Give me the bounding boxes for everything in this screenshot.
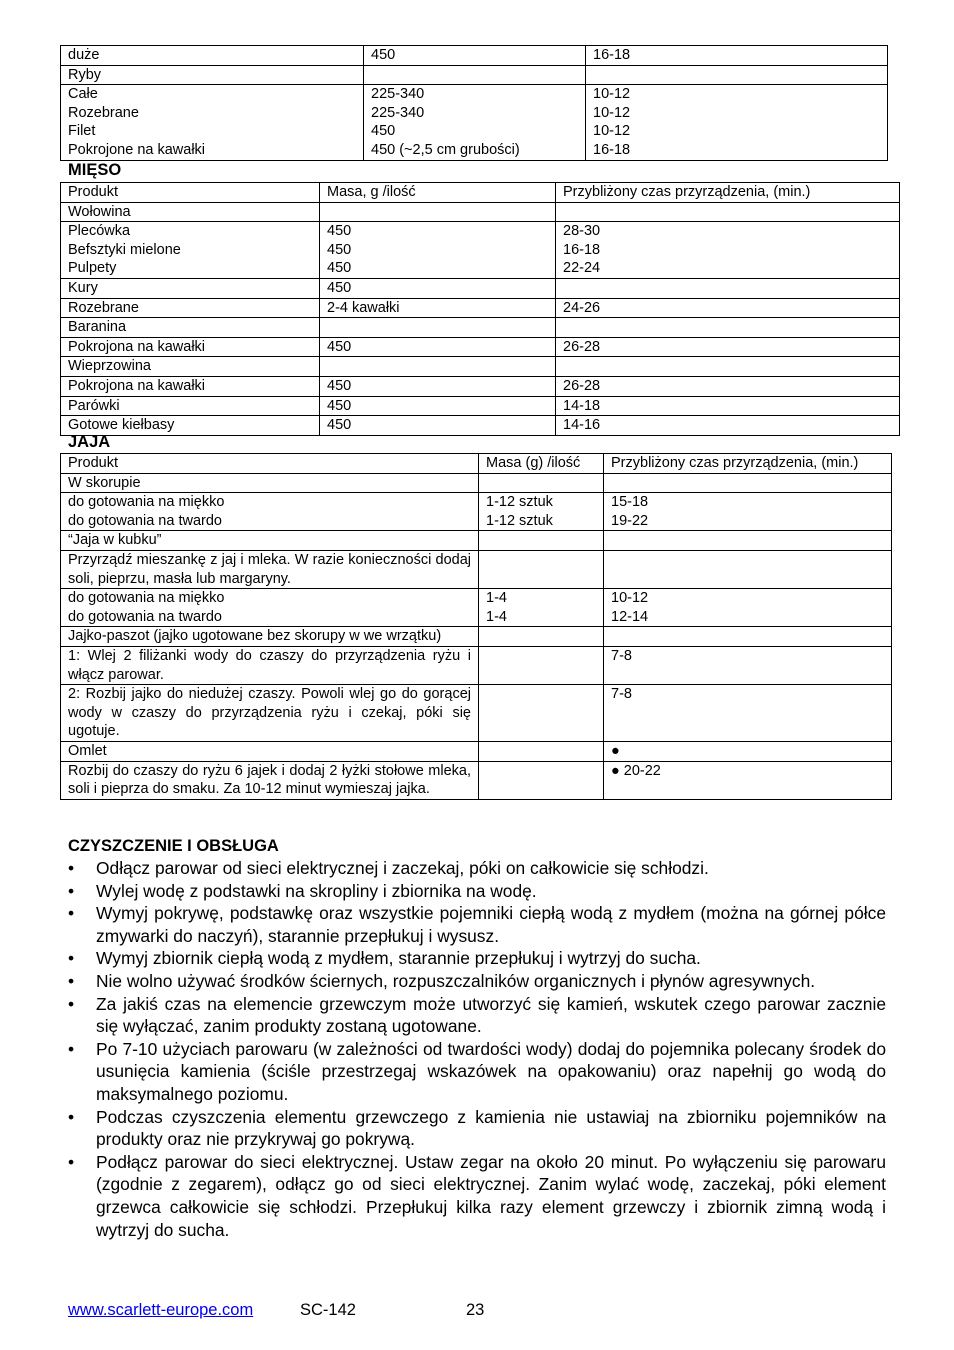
meat-cell-line (563, 279, 892, 298)
cleaning-item (66, 1038, 886, 1106)
meat-row (61, 396, 900, 416)
eggs-cell-time (604, 589, 892, 627)
meat-row (61, 318, 900, 338)
cleaning-item-text: Wymyj pokrywę, podstawkę oraz wszystkie pojemniki ciepłą wodą z mydłem (można na górnej półce zmywarki do naczyń), starannie przepłukuj i wysusz. (96, 903, 886, 946)
cleaning-item-text: Po 7-10 użyciach parowaru (w zależności od twardości wody) dodaj do pojemnika polecany środek do usunięcia kamienia (ściśle przestrzegaj wskazówek na opakowaniu) oraz napełnij go wodą do maksymalnego poziomu. (96, 1038, 886, 1104)
meat-header-time: Przybliżony czas przyrządzenia, (min.) (556, 183, 900, 203)
meat-cell-time (556, 318, 900, 338)
cleaning-item-text: Wylej wodę z podstawki na skropliny i zbiornika na wodę. (96, 880, 537, 901)
fish-table (60, 45, 888, 161)
meat-cell-line (563, 203, 892, 222)
eggs-cell-mass (479, 589, 604, 627)
eggs-cell-line: ● 20-22 (611, 762, 661, 779)
meat-cell-line: Pulpety (68, 260, 117, 277)
eggs-row (61, 761, 892, 799)
eggs-cell-line: do gotowania na twardo (68, 608, 222, 625)
meat-row (61, 376, 900, 396)
meat-cell-mass (320, 222, 556, 279)
meat-heading: MIĘSO (68, 161, 122, 179)
cleaning-item (66, 857, 886, 880)
eggs-cell-line: Przyrządź mieszankę z jaj i mleka. W razie konieczności dodaj soli, pieprzu, masła lub margaryny. (68, 551, 471, 587)
eggs-row (61, 627, 892, 647)
meat-cell-line: Pokrojona na kawałki (68, 338, 206, 355)
meat-cell-time (556, 416, 900, 436)
meat-row (61, 357, 900, 377)
eggs-cell-line: 2: Rozbij jajko do niedużej czaszy. Powoli wlej go do gorącej wody w czaszy do przyrządzenia ryżu i czekaj, póki się ugotuje. (68, 686, 471, 740)
eggs-row (61, 685, 892, 742)
meat-table (60, 182, 900, 436)
meat-header-mass: Masa, g /ilość (320, 183, 556, 203)
fish-cell-line: 10-12 (593, 104, 631, 121)
eggs-cell-product (61, 589, 479, 627)
cleaning-item (66, 970, 886, 993)
meat-cell-line: 16-18 (563, 241, 601, 258)
eggs-cell-time (604, 531, 892, 551)
meat-cell-line (563, 357, 892, 376)
bullet-icon: • (68, 948, 75, 969)
fish-cell-product (61, 46, 364, 66)
cleaning-item-text: Nie wolno używać środków ściernych, rozpuszczalników organicznych i płynów agresywnych. (96, 970, 816, 991)
website-link[interactable]: www.scarlett-europe.com (68, 1301, 254, 1319)
bullet-icon: • (68, 903, 75, 924)
eggs-row (61, 493, 892, 531)
meat-cell-line: 450 (327, 397, 352, 414)
meat-cell-mass (320, 357, 556, 377)
meat-cell-time (556, 376, 900, 396)
eggs-cell-line (611, 531, 884, 550)
meat-cell-mass (320, 278, 556, 298)
meat-cell-time (556, 278, 900, 298)
meat-row (61, 202, 900, 222)
cleaning-item (66, 1151, 886, 1241)
cleaning-heading: CZYSZCZENIE I OBSŁUGA (68, 837, 279, 855)
meat-row (61, 337, 900, 357)
eggs-cell-mass (479, 550, 604, 588)
meat-cell-product (61, 222, 320, 279)
fish-cell-time (586, 65, 888, 85)
eggs-cell-line (486, 762, 596, 781)
eggs-cell-line: 1: Wlej 2 filiżanki wody do czaszy do przyrządzenia ryżu i włącz parowar. (68, 647, 471, 683)
eggs-cell-mass (479, 473, 604, 493)
fish-row (61, 85, 888, 160)
meat-cell-product (61, 357, 320, 377)
meat-header-row (61, 183, 900, 203)
meat-cell-product (61, 396, 320, 416)
eggs-cell-line: Rozbij do czaszy do ryżu 6 jajek i dodaj 2 łyżki stołowe mleka, soli i pieprza do smaku. Za 10-12 minut wymieszaj jajka. (68, 762, 471, 798)
eggs-cell-line (611, 627, 884, 646)
meat-cell-line: 450 (327, 417, 352, 434)
page-number: 23 (466, 1301, 485, 1319)
eggs-cell-mass (479, 741, 604, 761)
meat-cell-product (61, 278, 320, 298)
eggs-cell-product (61, 473, 479, 493)
fish-cell-mass (364, 46, 586, 66)
meat-cell-line: Baranina (68, 319, 127, 336)
fish-cell-line: Filet (68, 123, 96, 140)
meat-header-product: Produkt (61, 183, 320, 203)
meat-cell-time (556, 202, 900, 222)
fish-cell-line: 10-12 (593, 86, 631, 103)
eggs-cell-time (604, 685, 892, 742)
meat-cell-line: 450 (327, 241, 352, 258)
fish-row (61, 65, 888, 85)
meat-cell-line: Wołowina (68, 203, 131, 220)
eggs-header-time: Przybliżony czas przyrządzenia, (min.) (604, 454, 892, 474)
eggs-header-product: Produkt (61, 454, 479, 474)
eggs-cell-product (61, 646, 479, 684)
cleaning-item (66, 1106, 886, 1151)
meat-cell-mass (320, 298, 556, 318)
meat-cell-line: 26-28 (563, 377, 601, 394)
fish-cell-line: 450 (371, 123, 396, 140)
meat-row (61, 416, 900, 436)
meat-cell-line: Befsztyki mielone (68, 241, 181, 258)
meat-cell-line: Plecówka (68, 223, 131, 240)
eggs-cell-time (604, 627, 892, 647)
eggs-cell-time (604, 741, 892, 761)
eggs-header-mass: Masa (g) /ilość (479, 454, 604, 474)
fish-cell-line: duże (68, 47, 100, 63)
meat-cell-time (556, 396, 900, 416)
fish-cell-line: 225-340 (371, 86, 425, 103)
eggs-cell-mass (479, 685, 604, 742)
eggs-cell-line: ● (611, 742, 620, 759)
eggs-heading: JAJA (68, 433, 111, 451)
eggs-table (60, 453, 892, 800)
meat-cell-mass (320, 416, 556, 436)
eggs-row (61, 473, 892, 493)
eggs-cell-line (486, 627, 596, 646)
eggs-cell-line: 1-12 sztuk (486, 512, 553, 529)
meat-cell-line (327, 357, 548, 376)
eggs-cell-line (611, 551, 884, 570)
fish-cell-line: 450 (371, 47, 396, 63)
bullet-icon: • (68, 970, 75, 991)
eggs-cell-time (604, 473, 892, 493)
eggs-cell-time (604, 550, 892, 588)
eggs-cell-line: 1-12 sztuk (486, 494, 553, 511)
cleaning-item-text: Wymyj zbiornik ciepłą wodą z mydłem, starannie przepłukuj i wytrzyj do sucha. (96, 948, 701, 969)
meat-cell-line: 450 (327, 260, 352, 277)
eggs-cell-product (61, 493, 479, 531)
cleaning-item (66, 947, 886, 970)
meat-cell-line: 26-28 (563, 338, 601, 355)
fish-cell-line (593, 66, 880, 85)
eggs-cell-mass (479, 627, 604, 647)
fish-cell-product (61, 85, 364, 160)
eggs-cell-line (486, 742, 596, 761)
meat-cell-mass (320, 337, 556, 357)
eggs-cell-line: 1-4 (486, 608, 507, 625)
eggs-cell-mass (479, 646, 604, 684)
fish-cell-line: Ryby (68, 66, 102, 83)
fish-cell-time (586, 85, 888, 160)
meat-cell-line: 450 (327, 338, 352, 355)
meat-cell-line: 450 (327, 223, 352, 240)
cleaning-item-text: Za jakiś czas na elemencie grzewczym może utworzyć się kamień, wskutek czego parowar zacznie się wyłączać, zanim produkty zostaną ugotowane. (96, 993, 886, 1037)
bullet-icon: • (68, 1151, 75, 1172)
meat-cell-product (61, 202, 320, 222)
meat-cell-line: 450 (327, 377, 352, 394)
meat-cell-line: 2-4 kawałki (327, 299, 400, 316)
eggs-cell-line: 15-18 (611, 494, 649, 511)
bullet-icon: • (68, 880, 75, 901)
eggs-cell-line: W skorupie (68, 474, 141, 491)
eggs-cell-line: Omlet (68, 742, 107, 759)
meat-cell-line (563, 318, 892, 337)
bullet-icon: • (68, 993, 75, 1014)
meat-cell-time (556, 298, 900, 318)
cleaning-item (66, 880, 886, 903)
meat-cell-line: 24-26 (563, 299, 601, 316)
fish-cell-mass (364, 65, 586, 85)
fish-cell-product (61, 65, 364, 85)
fish-cell-time (586, 46, 888, 66)
cleaning-item-text: Odłącz parowar od sieci elektrycznej i zaczekaj, póki on całkowicie się schłodzi. (96, 858, 709, 878)
eggs-cell-product (61, 761, 479, 799)
fish-cell-line: 10-12 (593, 123, 631, 140)
meat-cell-mass (320, 202, 556, 222)
eggs-row (61, 646, 892, 684)
meat-cell-line: Parówki (68, 397, 120, 414)
cleaning-item (66, 993, 886, 1038)
eggs-cell-product (61, 550, 479, 588)
eggs-cell-product (61, 531, 479, 551)
eggs-cell-line: 12-14 (611, 608, 649, 625)
meat-cell-line: Rozebrane (68, 299, 139, 316)
eggs-cell-line: 19-22 (611, 512, 649, 529)
meat-cell-line: 14-16 (563, 417, 601, 434)
eggs-row (61, 741, 892, 761)
fish-cell-line: 16-18 (593, 141, 631, 158)
eggs-row (61, 531, 892, 551)
fish-row (61, 46, 888, 66)
eggs-cell-mass (479, 531, 604, 551)
eggs-cell-line: “Jaja w kubku” (68, 532, 162, 549)
eggs-cell-product (61, 627, 479, 647)
cleaning-item-text: Podczas czyszczenia elementu grzewczego z kamienia nie ustawiaj na zbiorniku pojemników na produkty oraz nie przykrywaj go pokrywą. (96, 1106, 886, 1150)
meat-row (61, 298, 900, 318)
model-number: SC-142 (300, 1301, 356, 1319)
meat-cell-line: 450 (327, 279, 352, 296)
fish-cell-line: Pokrojone na kawałki (68, 141, 206, 158)
meat-cell-time (556, 222, 900, 279)
cleaning-instructions-list (66, 857, 886, 1241)
meat-cell-product (61, 376, 320, 396)
meat-row (61, 222, 900, 279)
fish-cell-mass (364, 85, 586, 160)
fish-cell-line: Całe (68, 86, 98, 103)
fish-cell-line: 225-340 (371, 104, 425, 121)
eggs-cell-time (604, 646, 892, 684)
meat-cell-line: 14-18 (563, 397, 601, 414)
meat-row (61, 278, 900, 298)
meat-cell-line: Wieprzowina (68, 358, 151, 375)
meat-cell-line: Kury (68, 279, 98, 296)
eggs-cell-product (61, 685, 479, 742)
eggs-cell-line: do gotowania na twardo (68, 512, 222, 529)
eggs-cell-line (486, 647, 596, 666)
eggs-row (61, 589, 892, 627)
eggs-cell-line: Jajko-paszot (jajko ugotowane bez skorupy w we wrzątku) (68, 628, 442, 645)
eggs-cell-line: do gotowania na miękko (68, 494, 225, 511)
meat-cell-time (556, 337, 900, 357)
eggs-header-row (61, 454, 892, 474)
eggs-cell-line: 7-8 (611, 647, 632, 664)
fish-cell-line (371, 66, 578, 85)
cleaning-item (66, 902, 886, 947)
meat-cell-line: 22-24 (563, 260, 601, 277)
eggs-cell-product (61, 741, 479, 761)
eggs-cell-line (486, 685, 596, 704)
cleaning-item-text: Podłącz parowar do sieci elektrycznej. Ustaw zegar na około 20 minut. Po wyłączeniu się parowaru (zgodnie z zegarem), odłącz go od sieci elektrycznej. Zanim wylać wodę, zaczekaj, póki element grzewca całkowicie się schłodzi. Przepłukuj kilka razy element grzewczy i zbiornik zimną wodą i wytrzyj do sucha. (96, 1151, 886, 1240)
eggs-cell-line: do gotowania na miękko (68, 590, 225, 607)
meat-cell-line (327, 203, 548, 222)
meat-cell-time (556, 357, 900, 377)
meat-cell-product (61, 318, 320, 338)
fish-cell-line: Rozebrane (68, 104, 139, 121)
fish-cell-line: 16-18 (593, 47, 631, 63)
bullet-icon: • (68, 1038, 75, 1059)
eggs-cell-line (611, 474, 884, 493)
eggs-cell-mass (479, 493, 604, 531)
meat-cell-mass (320, 318, 556, 338)
meat-cell-line (327, 318, 548, 337)
meat-cell-line: Gotowe kiełbasy (68, 417, 175, 434)
meat-cell-product (61, 337, 320, 357)
eggs-cell-line: 1-4 (486, 590, 507, 607)
eggs-cell-line: 7-8 (611, 686, 632, 703)
eggs-cell-line (486, 551, 596, 570)
eggs-cell-line (486, 531, 596, 550)
meat-cell-line: 28-30 (563, 223, 601, 240)
eggs-cell-line: 10-12 (611, 590, 649, 607)
bullet-icon: • (68, 1106, 75, 1127)
bullet-icon: • (68, 858, 75, 878)
meat-cell-product (61, 298, 320, 318)
eggs-cell-time (604, 761, 892, 799)
eggs-row (61, 550, 892, 588)
meat-cell-mass (320, 396, 556, 416)
meat-cell-mass (320, 376, 556, 396)
eggs-cell-mass (479, 761, 604, 799)
fish-cell-line: 450 (~2,5 cm grubości) (371, 141, 520, 158)
eggs-cell-time (604, 493, 892, 531)
eggs-cell-line (486, 474, 596, 493)
meat-cell-line: Pokrojona na kawałki (68, 377, 206, 394)
